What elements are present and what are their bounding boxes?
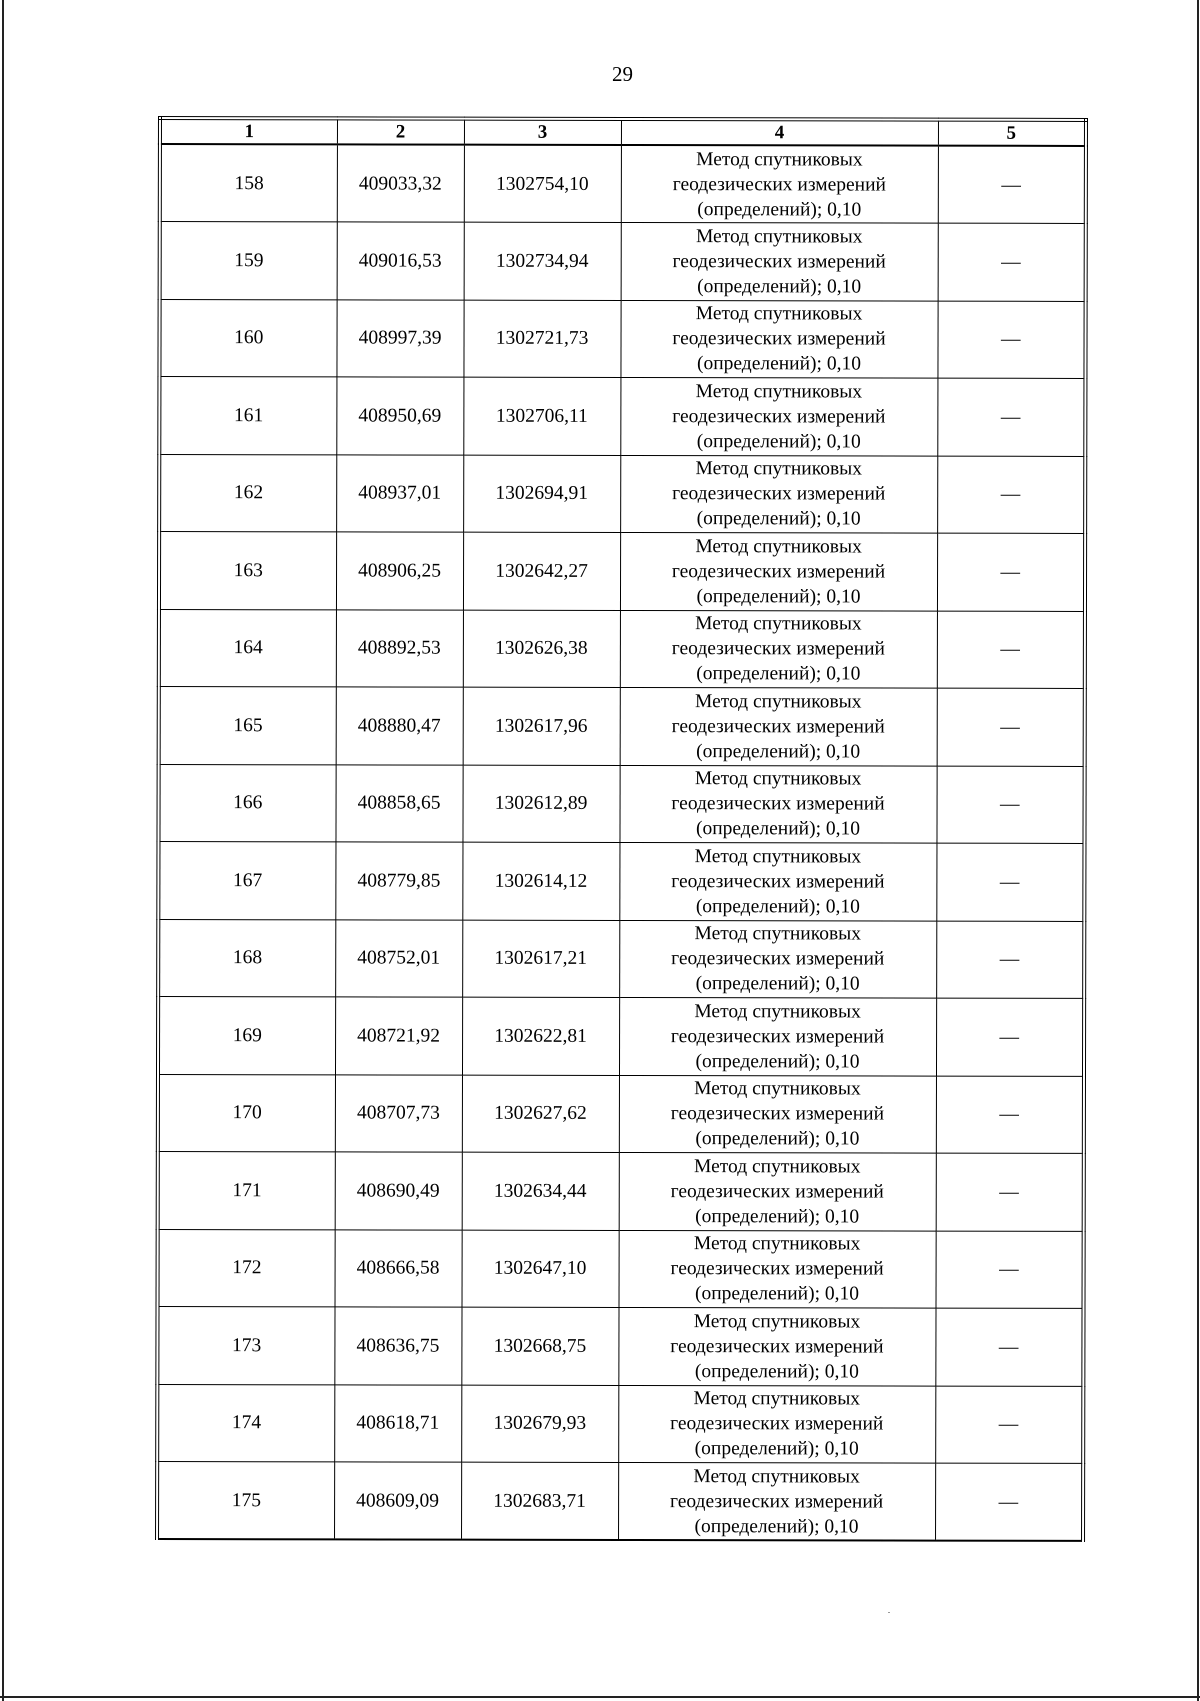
method-cell [619, 1152, 936, 1230]
point-number-cell: 169 [158, 997, 335, 1075]
method-text-line: Метод спутниковых [694, 923, 862, 945]
table-row [158, 842, 1084, 921]
method-text-line: Метод спутниковых [693, 1310, 861, 1333]
point-number-cell: 174 [157, 1384, 334, 1462]
column-header: 2 [337, 118, 464, 144]
column-header: 5 [938, 120, 1086, 146]
note-cell: — [936, 1231, 1084, 1309]
method-cell [619, 765, 936, 843]
method-text-line: геодезических измерений [672, 405, 886, 428]
method-cell [620, 377, 937, 455]
method-text-line: геодезических измерений [670, 1025, 885, 1048]
note-cell: — [935, 1308, 1083, 1386]
table-row [158, 1074, 1084, 1153]
method-cell [618, 1307, 935, 1385]
method-text-line: (определений); 0,10 [695, 818, 861, 840]
method-text-line: Метод спутниковых [694, 690, 862, 713]
coordinate-x-cell: 408707,73 [335, 1074, 462, 1152]
coordinate-x-cell: 408609,09 [334, 1462, 461, 1540]
method-cell [619, 997, 936, 1075]
method-text-line: (определений); 0,10 [696, 585, 861, 608]
note-cell: — [937, 611, 1085, 689]
point-number-cell: 172 [158, 1229, 335, 1307]
method-text-line: Метод спутниковых [694, 1155, 861, 1178]
method-text-line: геодезических измерений [672, 328, 886, 350]
method-cell [619, 1230, 936, 1308]
note-cell: — [935, 1386, 1083, 1464]
point-number-cell: 161 [159, 377, 336, 455]
method-cell [619, 842, 936, 920]
method-cell [620, 687, 937, 765]
method-text-line: геодезических измерений [671, 948, 885, 970]
table-row [158, 1229, 1084, 1308]
table-row [158, 764, 1084, 843]
coordinate-y-cell: 1302612,89 [462, 765, 619, 843]
table-row [159, 532, 1085, 611]
method-text-line: Метод спутниковых [695, 225, 863, 248]
note-cell: — [936, 1076, 1084, 1154]
point-number-cell: 175 [157, 1462, 334, 1540]
method-text-line: (определений); 0,10 [696, 663, 861, 685]
method-text-line: Метод спутниковых [693, 1388, 861, 1410]
method-text-line: геодезических измерений [670, 1413, 884, 1435]
coordinate-x-cell: 408937,01 [336, 454, 463, 532]
coordinate-x-cell: 408892,53 [336, 609, 463, 687]
method-cell [620, 610, 937, 688]
coordinate-y-cell: 1302642,27 [463, 532, 620, 610]
point-number-cell: 159 [160, 222, 337, 300]
method-text-line: Метод спутниковых [693, 1465, 860, 1487]
method-text-line: Метод спутниковых [695, 613, 862, 635]
method-text-line: (определений); 0,10 [695, 1050, 860, 1073]
method-text-line: (определений); 0,10 [694, 1360, 859, 1383]
note-cell: — [937, 688, 1085, 766]
method-text-line: геодезических измерений [670, 1103, 885, 1125]
table-row [157, 1307, 1083, 1386]
coordinate-x-cell: 408721,92 [335, 997, 462, 1075]
note-cell: — [936, 998, 1084, 1076]
coordinate-x-cell: 408997,39 [336, 299, 463, 377]
scan-speck [888, 1612, 890, 1613]
note-cell: — [936, 921, 1084, 999]
method-text-line: (определений); 0,10 [695, 1205, 860, 1228]
table-row [159, 687, 1085, 766]
method-text-line: геодезических измерений [671, 715, 885, 738]
coordinate-y-cell: 1302617,21 [462, 920, 619, 998]
column-header: 3 [464, 119, 621, 145]
point-number-cell: 171 [158, 1152, 335, 1230]
column-header: 1 [160, 118, 337, 144]
method-text-line: Метод спутниковых [695, 303, 863, 325]
method-cell [621, 222, 938, 300]
scan-edge-left [2, 0, 4, 1701]
method-text-line: (определений); 0,10 [695, 973, 860, 995]
note-cell: — [938, 223, 1086, 301]
table-row [157, 1462, 1083, 1541]
method-text-line: (определений); 0,10 [697, 198, 862, 220]
coordinate-y-cell: 1302694,91 [463, 455, 620, 533]
coordinate-x-cell: 409016,53 [337, 222, 464, 300]
table-row [160, 144, 1086, 223]
coordinate-y-cell: 1302721,73 [463, 300, 620, 378]
method-text-line: геодезических измерений [671, 638, 886, 660]
method-text-line: Метод спутниковых [695, 535, 862, 558]
table-row [160, 222, 1086, 301]
coordinate-y-cell: 1302626,38 [463, 610, 620, 688]
method-text-line: Метод спутниковых [696, 148, 863, 170]
coordinate-y-cell: 1302614,12 [462, 842, 619, 920]
method-text-line: геодезических измерений [669, 1490, 884, 1513]
note-cell: — [937, 301, 1085, 379]
note-cell: — [936, 1153, 1084, 1231]
point-number-cell: 166 [158, 764, 335, 842]
method-cell [620, 300, 937, 378]
coordinate-x-cell: 408906,25 [336, 532, 463, 610]
method-text-line: (определений); 0,10 [695, 1128, 860, 1150]
table-row [158, 1152, 1084, 1231]
coordinate-y-cell: 1302627,62 [462, 1075, 619, 1153]
method-cell [618, 1385, 935, 1463]
coordinate-y-cell: 1302754,10 [464, 145, 621, 223]
point-number-cell: 162 [159, 454, 336, 532]
coordinate-y-cell: 1302683,71 [461, 1462, 618, 1540]
point-number-cell: 173 [157, 1307, 334, 1385]
method-text-line: геодезических измерений [671, 870, 885, 893]
table-row [159, 609, 1085, 688]
method-text-line: (определений); 0,10 [696, 353, 862, 375]
point-number-cell: 167 [158, 842, 335, 920]
coordinates-table-wrapper [155, 116, 1084, 1542]
coordinate-x-cell: 408779,85 [335, 842, 462, 920]
coordinate-y-cell: 1302679,93 [461, 1385, 618, 1463]
method-text-line: Метод спутниковых [694, 768, 862, 790]
point-number-cell: 170 [158, 1074, 335, 1152]
method-text-line: Метод спутниковых [694, 1078, 861, 1100]
method-text-line: геодезических измерений [670, 1335, 884, 1358]
coordinate-x-cell: 408636,75 [334, 1307, 461, 1385]
note-cell: — [938, 146, 1086, 224]
note-cell: — [936, 766, 1084, 844]
table-row [159, 377, 1085, 456]
table-row [158, 997, 1084, 1076]
coordinate-x-cell: 408618,71 [334, 1384, 461, 1462]
method-text-line: (определений); 0,10 [695, 895, 860, 918]
method-cell [620, 532, 937, 610]
method-cell [618, 1462, 935, 1540]
method-text-line: (определений); 0,10 [694, 1283, 860, 1305]
note-cell: — [937, 456, 1085, 534]
coordinate-x-cell: 408690,49 [335, 1152, 462, 1230]
note-cell: — [937, 378, 1085, 456]
method-cell [620, 455, 937, 533]
coordinate-x-cell: 408666,58 [335, 1229, 462, 1307]
table-header-row [160, 118, 1086, 146]
method-cell [621, 145, 938, 223]
table-row [159, 454, 1085, 533]
method-text-line: Метод спутниковых [694, 845, 862, 868]
point-number-cell: 164 [159, 609, 336, 687]
table-body [157, 144, 1086, 1541]
scan-edge-bottom [0, 1696, 1200, 1698]
note-cell: — [937, 533, 1085, 611]
method-text-line: Метод спутниковых [694, 1000, 861, 1023]
note-cell: — [936, 843, 1084, 921]
coordinate-y-cell: 1302622,81 [462, 997, 619, 1075]
note-cell: — [935, 1463, 1083, 1541]
method-text-line: геодезических измерений [672, 250, 886, 273]
coordinates-table [155, 116, 1088, 1542]
method-text-line: (определений); 0,10 [696, 740, 861, 763]
coordinate-x-cell: 408858,65 [335, 764, 462, 842]
method-text-line: (определений); 0,10 [697, 275, 862, 298]
coordinate-x-cell: 409033,32 [337, 144, 464, 222]
coordinate-y-cell: 1302668,75 [461, 1307, 618, 1385]
point-number-cell: 160 [159, 299, 336, 377]
method-text-line: геодезических измерений [672, 483, 886, 505]
point-number-cell: 158 [160, 144, 337, 222]
table-row [159, 299, 1085, 378]
method-text-line: геодезических измерений [670, 1180, 884, 1203]
scan-edge-right [1197, 0, 1199, 1701]
coordinate-y-cell: 1302634,44 [462, 1152, 619, 1230]
page-number: 29 [612, 62, 633, 86]
column-header: 4 [621, 119, 938, 146]
method-text-line: геодезических измерений [670, 1258, 884, 1280]
coordinate-x-cell: 408880,47 [336, 687, 463, 765]
method-cell [619, 1075, 936, 1153]
coordinate-x-cell: 408950,69 [336, 377, 463, 455]
table-row [157, 1384, 1083, 1463]
coordinate-x-cell: 408752,01 [335, 919, 462, 997]
method-text-line: (определений); 0,10 [694, 1515, 859, 1537]
coordinate-y-cell: 1302734,94 [464, 222, 621, 300]
coordinate-y-cell: 1302647,10 [462, 1230, 619, 1308]
method-text-line: (определений); 0,10 [694, 1438, 859, 1460]
method-cell [619, 920, 936, 998]
point-number-cell: 168 [158, 919, 335, 997]
method-text-line: Метод спутниковых [695, 380, 863, 403]
point-number-cell: 163 [159, 532, 336, 610]
coordinate-y-cell: 1302706,11 [463, 377, 620, 455]
method-text-line: Метод спутниковых [695, 458, 863, 480]
method-text-line: геодезических измерений [672, 173, 887, 196]
table-row [158, 919, 1084, 998]
method-text-line: Метод спутниковых [693, 1233, 861, 1255]
point-number-cell: 165 [159, 687, 336, 765]
method-text-line: (определений); 0,10 [696, 430, 861, 453]
method-text-line: геодезических измерений [671, 560, 886, 583]
coordinate-y-cell: 1302617,96 [463, 687, 620, 765]
method-text-line: геодезических измерений [671, 793, 885, 815]
method-text-line: (определений); 0,10 [696, 508, 861, 530]
